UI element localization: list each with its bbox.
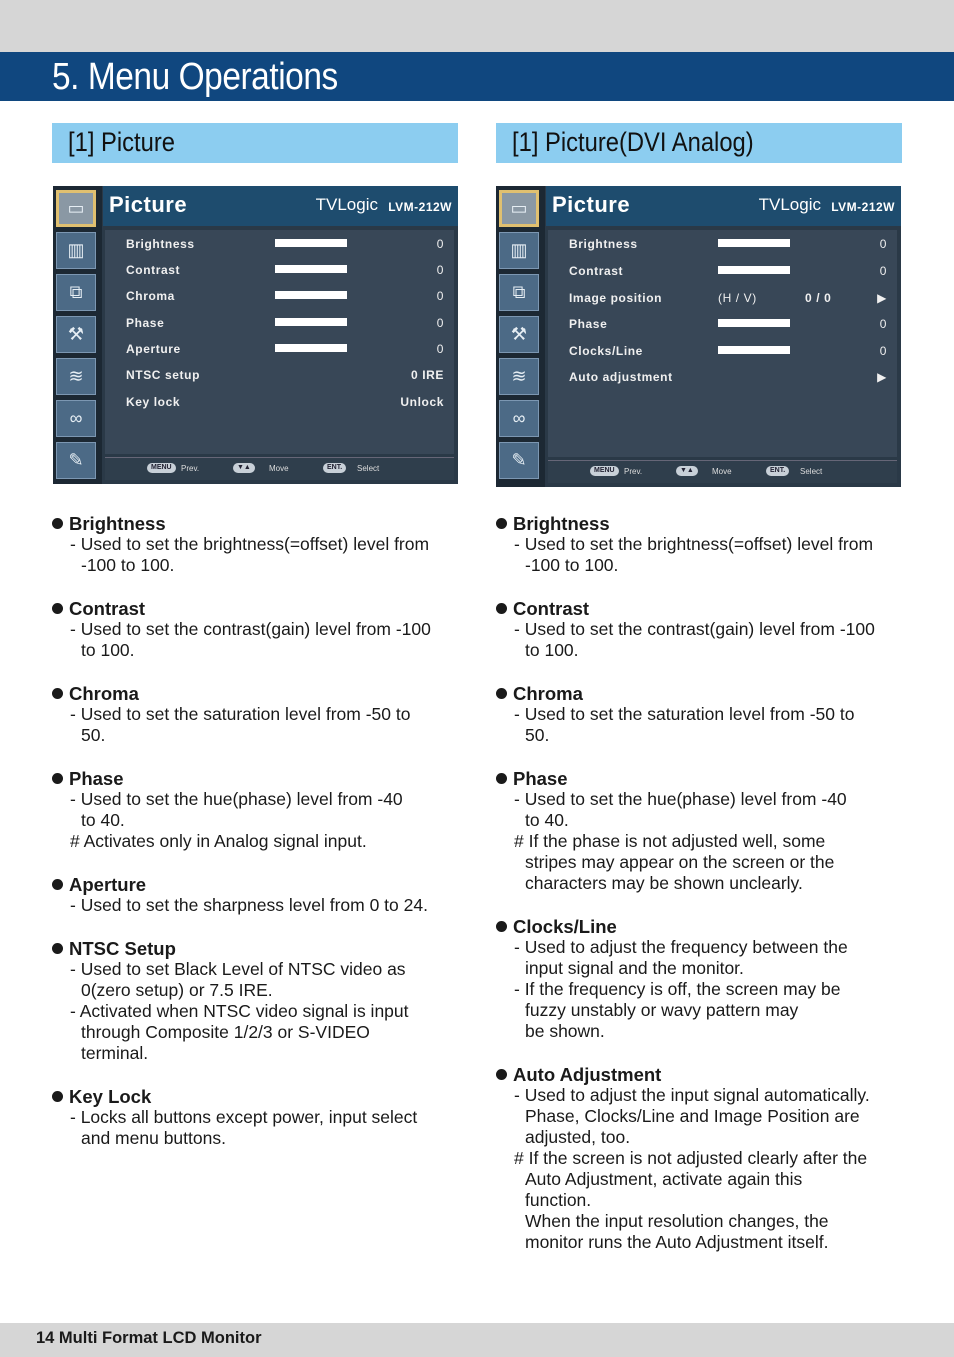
osd-title: Picture <box>109 192 188 217</box>
color-bars-icon: ▥ <box>56 232 96 269</box>
bullet-icon <box>52 518 63 529</box>
osd-row-label: Key lock <box>126 395 181 409</box>
bullet-icon <box>52 688 63 699</box>
item-line: - Used to set the hue(phase) level from -40 <box>70 789 403 809</box>
osd-row-label: Phase <box>126 316 165 330</box>
description-item <box>52 1086 462 1149</box>
item-note: # If the screen is not adjusted clearly after the <box>514 1148 868 1168</box>
right-description-column <box>496 513 906 1275</box>
osd-row <box>126 339 444 359</box>
item-line: - Used to adjust the input signal automatically. <box>514 1085 870 1105</box>
osd-row-value: 0 <box>436 342 444 356</box>
select-hint: Select <box>357 464 380 473</box>
item-line: to 40. <box>81 810 125 830</box>
osd-row-label: Auto adjustment <box>569 370 673 384</box>
bullet-icon <box>496 603 507 614</box>
section-title: [1] Picture <box>68 127 175 157</box>
osd-row-bar <box>718 266 790 274</box>
description-item <box>52 513 462 576</box>
osd-row <box>126 392 444 412</box>
item-title: Auto Adjustment <box>513 1064 662 1085</box>
description-item <box>496 1064 906 1253</box>
description-item <box>496 768 906 894</box>
description-item <box>52 598 462 661</box>
move-key-icon: ▼▲ <box>676 466 698 476</box>
osd-row-axis: (H / V) <box>718 291 757 305</box>
osd-row-bar <box>275 344 347 352</box>
item-line: -100 to 100. <box>81 555 175 575</box>
item-line: monitor runs the Auto Adjustment itself. <box>525 1232 829 1252</box>
item-line: - Used to set the saturation level from -50 to <box>70 704 411 724</box>
osd-icon-strip <box>496 186 545 487</box>
waveform-icon: ≋ <box>499 358 539 395</box>
osd-row-label: Brightness <box>569 237 638 251</box>
move-key-icon: ▼▲ <box>233 463 255 473</box>
osd-row-value: 0 <box>879 237 887 251</box>
item-title: Brightness <box>513 513 610 534</box>
item-title: Contrast <box>69 598 146 619</box>
item-line: 50. <box>81 725 106 745</box>
menu-key-icon: MENU <box>590 466 619 476</box>
item-line: - Used to set the hue(phase) level from -40 <box>514 789 847 809</box>
item-line: to 100. <box>81 640 135 660</box>
bullet-icon <box>496 921 507 932</box>
bullet-icon <box>52 1091 63 1102</box>
item-note: # Activates only in Analog signal input. <box>70 831 367 851</box>
item-line: - Locks all buttons except power, input select <box>70 1107 418 1127</box>
osd-row-label: Image position <box>569 291 663 305</box>
section-title: [1] Picture(DVI Analog) <box>512 127 754 157</box>
bullet-icon <box>496 518 507 529</box>
tools-icon: ⚒ <box>499 316 539 353</box>
osd-row-label: Phase <box>569 317 608 331</box>
item-line: stripes may appear on the screen or the <box>525 852 835 872</box>
bullet-icon <box>52 879 63 890</box>
osd-row <box>126 286 444 306</box>
item-line: input signal and the monitor. <box>525 958 744 978</box>
description-item <box>496 683 906 746</box>
osd-row <box>126 234 444 254</box>
bullet-icon <box>496 1069 507 1080</box>
item-note: # If the phase is not adjusted well, some <box>514 831 826 851</box>
osd-row <box>569 314 887 334</box>
description-item <box>52 683 462 746</box>
item-title: Brightness <box>69 513 166 534</box>
link-icon: ∞ <box>56 400 96 437</box>
osd-row-value: 0 <box>436 289 444 303</box>
osd-row-label: Contrast <box>126 263 181 277</box>
item-line: -100 to 100. <box>525 555 619 575</box>
item-line: - Used to set the contrast(gain) level from -100 <box>514 619 875 639</box>
osd-row-label: Chroma <box>126 289 175 303</box>
osd-row-bar <box>275 239 347 247</box>
ent-key-icon: ENT. <box>323 463 346 473</box>
description-item <box>52 938 462 1064</box>
osd-row-value: 0 <box>879 317 887 331</box>
item-line: 0(zero setup) or 7.5 IRE. <box>81 980 273 1000</box>
osd-model: LVM-212W <box>388 200 452 214</box>
item-line: - Used to set the brightness(=offset) level from <box>70 534 430 554</box>
osd-icon-strip <box>53 186 102 484</box>
osd-row-value: 0 IRE <box>410 368 444 382</box>
color-bars-icon: ▥ <box>499 232 539 269</box>
item-line: - Used to set Black Level of NTSC video as <box>70 959 406 979</box>
osd-row-value: 0 <box>879 264 887 278</box>
item-line: - Used to set the contrast(gain) level from -100 <box>70 619 431 639</box>
bullet-icon <box>52 773 63 784</box>
prev-hint: Prev. <box>181 464 200 473</box>
osd-row-value: 0 <box>436 263 444 277</box>
item-line: - Used to adjust the frequency between the <box>514 937 848 957</box>
osd-row <box>569 234 887 254</box>
osd-row-value: 0 <box>436 316 444 330</box>
description-item <box>52 768 462 852</box>
description-item <box>496 513 906 576</box>
osd-row-value: Unlock <box>400 395 444 409</box>
osd-row <box>569 261 887 281</box>
osd-screenshot-picture <box>53 186 458 484</box>
description-item <box>496 916 906 1042</box>
item-line: 50. <box>525 725 550 745</box>
item-line: fuzzy unstably or wavy pattern may <box>525 1000 799 1020</box>
osd-brand: TVLogic <box>758 195 821 214</box>
monitor-icon: ▭ <box>56 190 96 227</box>
osd-row-bar <box>275 291 347 299</box>
item-line: through Composite 1/2/3 or S-VIDEO <box>81 1022 370 1042</box>
osd-row-position: 0 / 0 <box>805 291 832 305</box>
osd-header <box>546 186 901 226</box>
page-title: 5. Menu Operations <box>52 56 338 98</box>
left-description-column <box>52 513 462 1171</box>
ent-key-icon: ENT. <box>766 466 789 476</box>
item-line: Phase, Clocks/Line and Image Position are <box>525 1106 860 1126</box>
osd-row <box>126 313 444 333</box>
item-line: - Used to set the saturation level from -50 to <box>514 704 855 724</box>
item-line: When the input resolution changes, the <box>525 1211 829 1231</box>
title-bar <box>0 52 954 101</box>
wrench-icon: ✎ <box>56 442 96 479</box>
item-line: to 100. <box>525 640 579 660</box>
osd-row-label: Clocks/Line <box>569 344 643 358</box>
osd-row-bar <box>275 265 347 273</box>
osd-row-label: NTSC setup <box>126 368 201 382</box>
item-line: adjusted, too. <box>525 1127 631 1147</box>
osd-row <box>126 260 444 280</box>
osd-row <box>569 288 887 308</box>
osd-row <box>569 341 887 361</box>
item-title: NTSC Setup <box>69 938 176 959</box>
tools-icon: ⚒ <box>56 316 96 353</box>
item-title: Chroma <box>69 683 139 704</box>
osd-title: Picture <box>552 192 631 217</box>
page-footer <box>0 1323 954 1357</box>
move-hint: Move <box>269 464 289 473</box>
osd-row-value: 0 <box>879 344 887 358</box>
window-icon: ⧉ <box>499 274 539 311</box>
item-line: terminal. <box>81 1043 149 1063</box>
prev-hint: Prev. <box>624 467 643 476</box>
select-hint: Select <box>800 467 823 476</box>
item-title: Clocks/Line <box>513 916 617 937</box>
footer-text: 14 Multi Format LCD Monitor <box>36 1329 262 1347</box>
item-line: be shown. <box>525 1021 605 1041</box>
osd-row-bar <box>718 239 790 247</box>
description-item <box>496 598 906 661</box>
item-title: Contrast <box>513 598 590 619</box>
item-line: function. <box>525 1190 592 1210</box>
osd-row-bar <box>275 318 347 326</box>
osd-footer <box>105 457 454 480</box>
item-title: Key Lock <box>69 1086 152 1107</box>
bullet-icon <box>496 773 507 784</box>
item-line: - Activated when NTSC video signal is input <box>70 1001 409 1021</box>
osd-row-bar <box>718 346 790 354</box>
osd-screenshot-picture-dvi <box>496 186 901 487</box>
description-item <box>52 874 462 916</box>
osd-row-label: Brightness <box>126 237 195 251</box>
osd-row-bar <box>718 319 790 327</box>
wrench-icon: ✎ <box>499 442 539 479</box>
osd-model: LVM-212W <box>831 200 895 214</box>
arrow-right-icon: ▶ <box>877 291 887 305</box>
osd-row <box>126 365 444 385</box>
item-title: Phase <box>69 768 124 789</box>
monitor-icon: ▭ <box>499 190 539 227</box>
osd-row-value: 0 <box>436 237 444 251</box>
item-line: Auto Adjustment, activate again this <box>525 1169 803 1189</box>
item-line: characters may be shown unclearly. <box>525 873 803 893</box>
osd-footer <box>548 460 897 483</box>
osd-header <box>103 186 458 226</box>
item-title: Chroma <box>513 683 583 704</box>
arrow-right-icon: ▶ <box>877 370 887 384</box>
osd-row <box>569 367 887 387</box>
bullet-icon <box>52 603 63 614</box>
waveform-icon: ≋ <box>56 358 96 395</box>
section-header-picture-dvi <box>496 123 902 163</box>
move-hint: Move <box>712 467 732 476</box>
item-line: - Used to set the sharpness level from 0 to 24. <box>70 895 428 915</box>
osd-row-label: Contrast <box>569 264 624 278</box>
item-title: Aperture <box>69 874 147 895</box>
top-gray-band <box>0 0 954 52</box>
bullet-icon <box>52 943 63 954</box>
item-line: - If the frequency is off, the screen may be <box>514 979 841 999</box>
window-icon: ⧉ <box>56 274 96 311</box>
section-header-picture <box>52 123 458 163</box>
osd-row-label: Aperture <box>126 342 181 356</box>
item-title: Phase <box>513 768 568 789</box>
item-line: - Used to set the brightness(=offset) level from <box>514 534 874 554</box>
bullet-icon <box>496 688 507 699</box>
menu-key-icon: MENU <box>147 463 176 473</box>
item-line: and menu buttons. <box>81 1128 226 1148</box>
item-line: to 40. <box>525 810 569 830</box>
link-icon: ∞ <box>499 400 539 437</box>
osd-brand: TVLogic <box>315 195 378 214</box>
